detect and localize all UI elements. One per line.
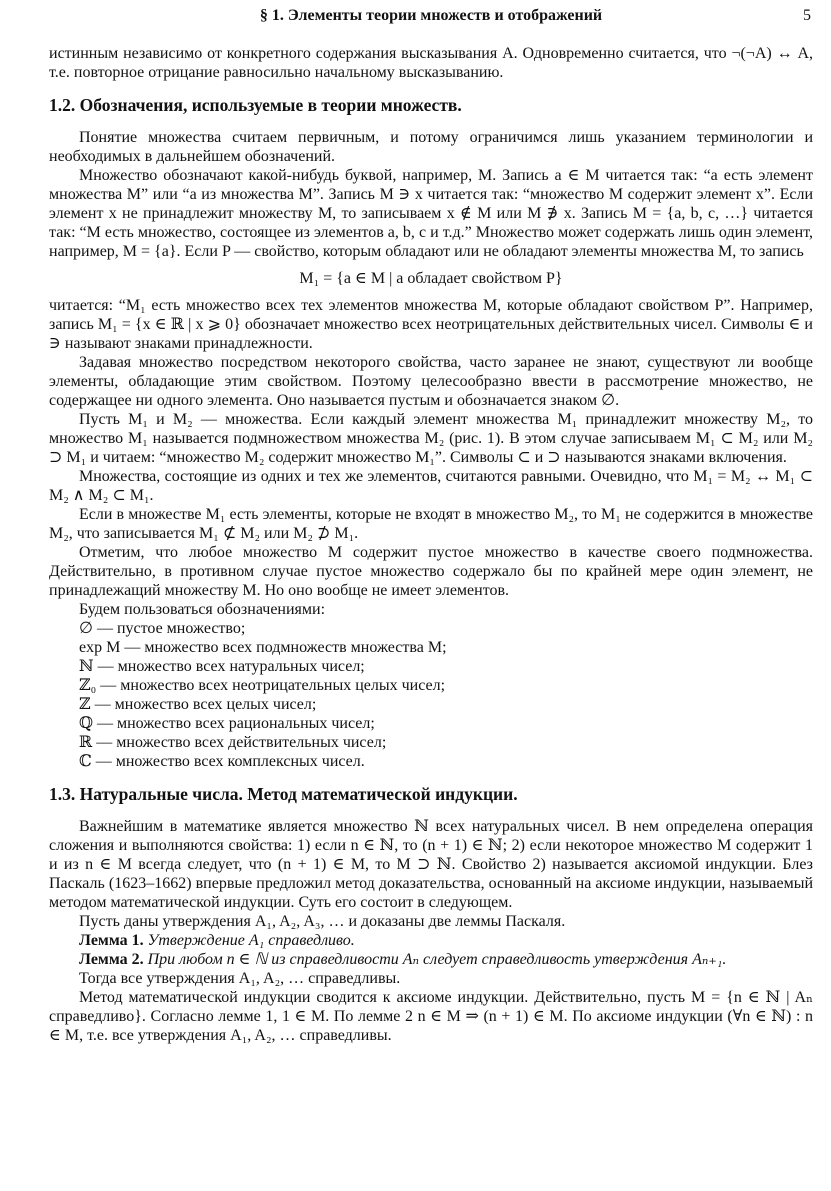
paragraph: Важнейшим в математике является множество ℕ всех натуральных чисел. В нем определена операция сложения и выполняются свойства: 1) если n ∈ ℕ, то (n + 1) ∈ ℕ; 2) если некоторое множество M содержит 1 и из n ∈ M всегда следует, что (n + 1) ∈ M, то M ⊃ ℕ. Свойство 2) называется аксиомой индукции. Блез Паскаль (1623–1662) впервые предложил метод доказательства, основанный на аксиоме индукции, называемый методом математической индукции. Суть его состоит в следующем. [49, 818, 813, 911]
lemma-2-label: Лемма 2. [79, 951, 144, 968]
formula-m1: M₁ = {a ∈ M | a обладает свойством P} [299, 270, 563, 287]
notation-item: ℂ — множество всех комплексных чисел. [79, 753, 365, 770]
lemma-1-text: Утверждение A₁ справедливо. [147, 932, 355, 949]
paragraph: Множества, состоящие из одних и тех же элементов, считаются равными. Очевидно, что M₁ = M₂ ↔ M₁ ⊂ M₂ ∧ M₂ ⊂ M₁. [49, 468, 813, 504]
notation-item: ℤ₀ — множество всех неотрицательных целых чисел; [79, 677, 446, 694]
lemma-1 [49, 931, 813, 950]
paragraph: Множество обозначают какой-нибудь буквой, например, M. Запись a ∈ M читается так: “a есть элемент множества M” или “a из множества M”. Запись M ∋ x читается так: “множество M содержит элемент x”. Если элемент x не принадлежит множеству M, то записываем x ∉ M или M ∌ x. Запись M = {a, b, c, …} читается так: “M есть множество, состоящее из элементов a, b, c и т.д.” Множество может содержать лишь один элемент, например, M = {a}. Если P — свойство, которым обладают или не обладают элементы множества M, то запись [49, 167, 813, 260]
notation-item: ℝ — множество всех действительных чисел; [79, 734, 387, 751]
paragraph: Задавая множество посредством некоторого свойства, часто заранее не знают, существуют ли вообще элементы, обладающие этим свойством. Поэтому целесообразно ввести в рассмотрение множество, не содержащее ни одного элемента. Оно называется пустым и обозначается знаком ∅. [49, 354, 813, 409]
page-number: 5 [803, 7, 811, 24]
notation-list [49, 619, 813, 771]
paragraph: Если в множестве M₁ есть элементы, которые не входят в множество M₂, то M₁ не содержится в множестве M₂, что записывается M₁ ⊄ M₂ или M₂ ⊅ M₁. [49, 506, 813, 542]
paragraph: Пусть M₁ и M₂ — множества. Если каждый элемент множества M₁ принадлежит множеству M₂, то множество M₁ называется подмножеством множества M₂ (рис. 1). В этом случае записываем M₁ ⊂ M₂ или M₂ ⊃ M₁ и читаем: “множество M₂ содержит множество M₁”. Символы ⊂ и ⊃ называются знаками включения. [49, 411, 813, 466]
paragraph: Метод математической индукции сводится к аксиоме индукции. Действительно, пусть M = {n ∈ ℕ | Aₙ справедливо}. Согласно лемме 1, 1 ∈ M. По лемме 2 n ∈ M ⇒ (n + 1) ∈ M. По аксиоме индукции (∀n ∈ ℕ) : n ∈ M, т.е. все утверждения A₁, A₂, … справедливы. [49, 989, 813, 1044]
page-header [49, 6, 813, 28]
paragraph: Понятие множества считаем первичным, и потому ограничимся лишь указанием терминологии и необходимых в дальнейшем обозначений. [49, 129, 813, 165]
paragraph: Будем пользоваться обозначениями: [79, 601, 326, 618]
notation-item: exp M — множество всех подмножеств множества M; [79, 639, 447, 656]
paragraph: Тогда все утверждения A₁, A₂, … справедливы. [79, 970, 401, 987]
lemma-2-text: При любом n ∈ ℕ из справедливости Aₙ следует справедливость утверждения Aₙ₊₁. [147, 951, 727, 968]
paragraph: Пусть даны утверждения A₁, A₂, A₃, … и доказаны две леммы Паскаля. [79, 913, 566, 930]
lemma-2 [49, 950, 813, 969]
notation-item: ℚ — множество всех рациональных чисел; [79, 715, 375, 732]
paragraph: читается: “M₁ есть множество всех тех элементов множества M, которые обладают свойством P”. Например, запись M₁ = {x ∈ ℝ | x ⩾ 0} обозначает множество всех неотрицательных действительных чисел. Символы ∈ и ∋ называют знаками принадлежности. [49, 297, 813, 352]
section-heading-1-2: 1.2. Обозначения, используемые в теории множеств. [49, 95, 462, 115]
notation-item: ℕ — множество всех натуральных чисел; [79, 658, 365, 675]
paragraph: Отметим, что любое множество M содержит пустое множество в качестве своего подмножества. Действительно, в противном случае пустое множество содержало бы по крайней мере один элемент, не принадлежащий множеству M. Но оно вообще не имеет элементов. [49, 544, 813, 599]
lemma-1-label: Лемма 1. [79, 932, 144, 949]
notation-item: ∅ — пустое множество; [79, 620, 246, 637]
section-heading-1-3: 1.3. Натуральные числа. Метод математической индукции. [49, 784, 518, 804]
running-head: § 1. Элементы теории множеств и отображений [259, 7, 603, 24]
paragraph-continued: истинным независимо от конкретного содержания высказывания A. Одновременно считается, что ¬(¬A) ↔ A, т.е. повторное отрицание равносильно начальному высказыванию. [49, 45, 813, 81]
notation-item: ℤ — множество всех целых чисел; [79, 696, 317, 713]
